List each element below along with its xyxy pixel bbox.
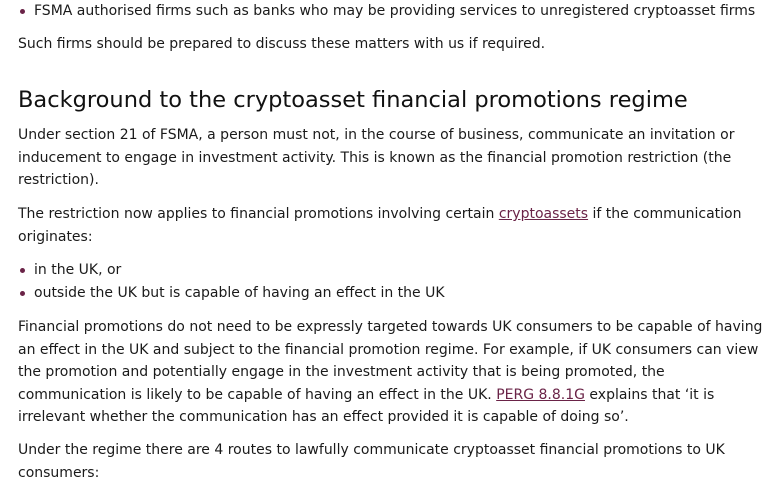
paragraph-section-21: Under section 21 of FSMA, a person must not, in the course of business, communicate an invitation or inducement to engage in investment activity. This is known as the financial promotion restriction (the restriction). <box>18 127 735 188</box>
paragraph-text: The restriction now applies to financial promotions involving certain <box>18 206 499 222</box>
list-item <box>18 0 770 23</box>
origin-bullet-list <box>18 259 770 304</box>
list-item-text: in the UK, or <box>34 262 122 278</box>
bullet-icon <box>20 9 25 14</box>
bullet-icon <box>20 268 25 273</box>
cryptoassets-link[interactable]: cryptoassets <box>498 206 589 222</box>
paragraph-effect-in-uk <box>18 316 770 429</box>
top-bullet-list <box>18 0 770 23</box>
list-item <box>18 282 770 305</box>
perg-link[interactable]: PERG 8.8.1G <box>496 386 585 403</box>
list-item-text: FSMA authorised firms such as banks who may be providing services to unregistered cryptoasset firms <box>34 3 756 19</box>
bullet-icon <box>20 291 25 296</box>
paragraph-text: Financial promotions do not need to be expressly targeted towards UK consumers to be capable of having an effect in the UK and subject to the financial promotion regime. For example, if UK consumers can view the promotion and potentially engage in the investment activity that is being promoted, the communication is likely to be capable of having an effect in the UK. <box>18 319 763 403</box>
list-item <box>18 259 770 282</box>
paragraph-text: if the communication originates: <box>18 206 742 245</box>
section-heading: Background to the cryptoasset financial promotions regime <box>18 87 688 113</box>
paragraph-text: explains that ‘it is irrelevant whether the communication has an effect provided it is capable of doing so’. <box>18 386 715 425</box>
paragraph-routes: Under the regime there are 4 routes to lawfully communicate cryptoasset financial promotions to UK consumers: <box>18 442 725 481</box>
intro-note: Such firms should be prepared to discuss these matters with us if required. <box>18 36 546 52</box>
list-item-text: outside the UK but is capable of having an effect in the UK <box>34 284 445 301</box>
paragraph-restriction <box>18 203 770 248</box>
